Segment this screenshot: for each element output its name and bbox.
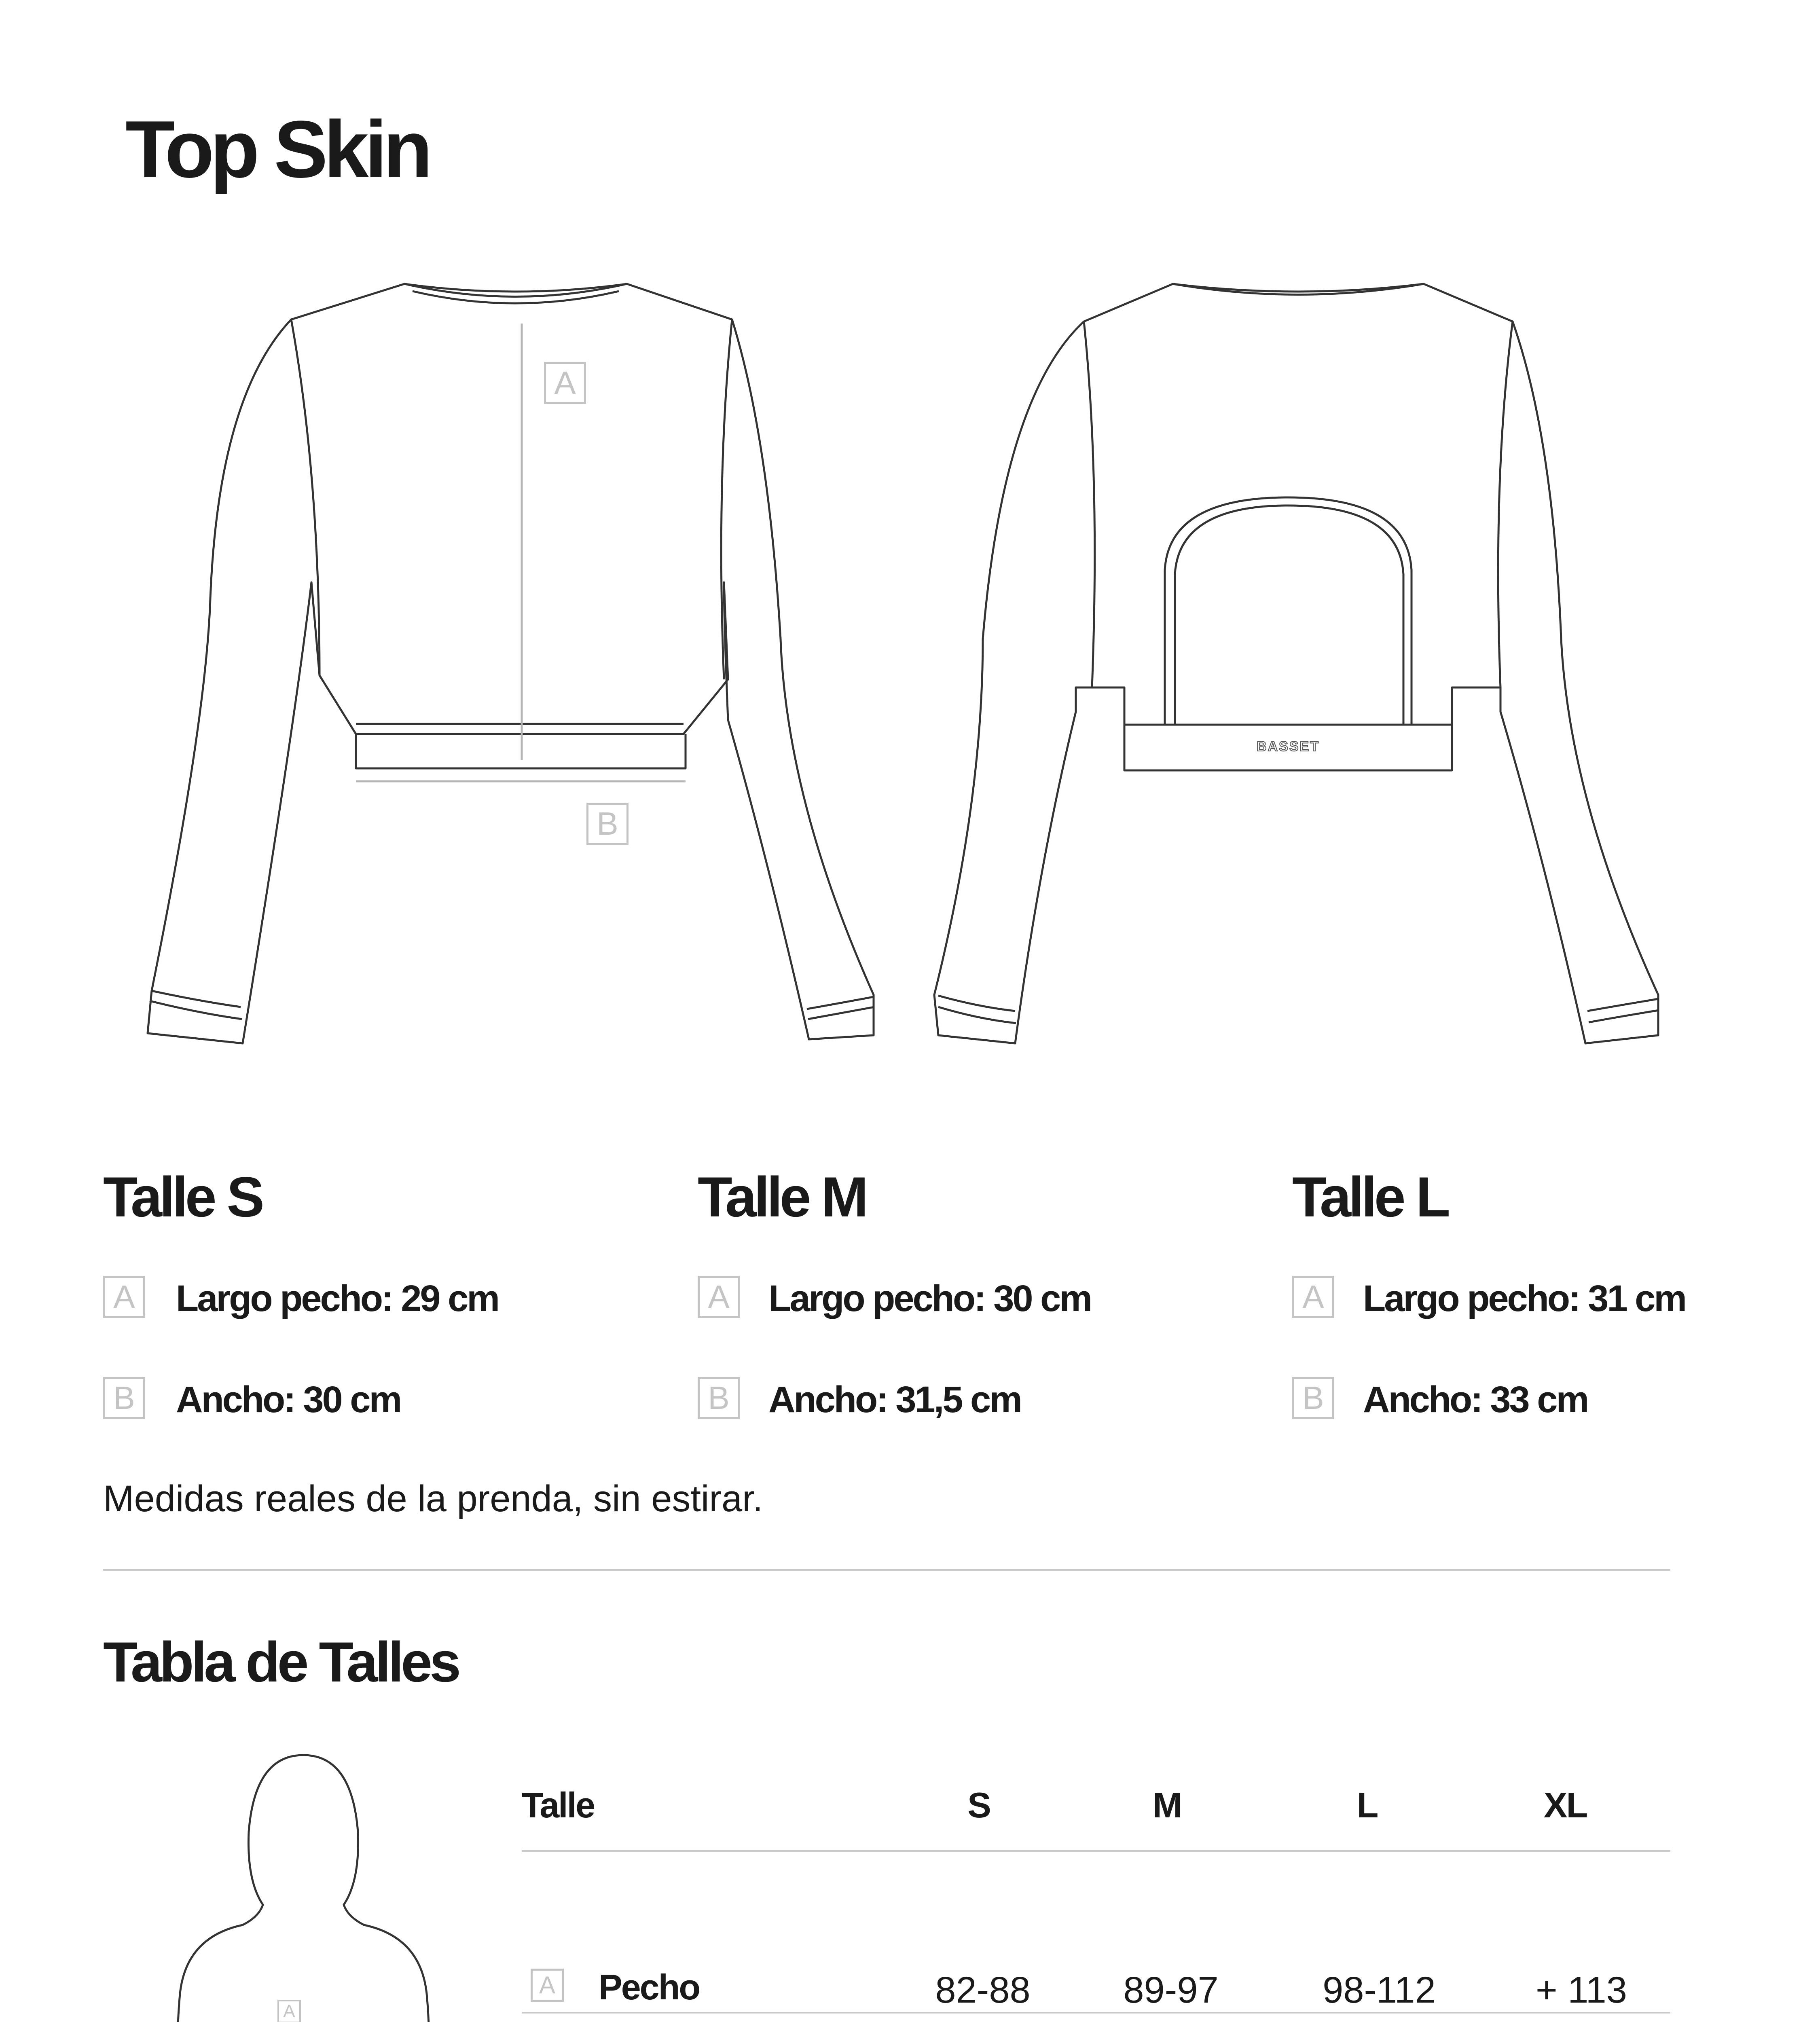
measure-a-marker: A: [544, 362, 586, 404]
table-title: Tabla de Talles: [103, 1630, 458, 1694]
header-xl: XL: [1543, 1785, 1587, 1825]
chest-length-value: Largo pecho: 29 cm: [176, 1278, 499, 1319]
section-divider: [103, 1569, 1670, 1571]
table-cell: 98-112: [1323, 1969, 1436, 2011]
width-value: Ancho: 30 cm: [176, 1379, 401, 1420]
measure-b-marker: B: [103, 1377, 145, 1419]
table-cell: 82-88: [935, 1969, 1031, 2011]
page-title: Top Skin: [125, 104, 429, 195]
chest-length-value: Largo pecho: 31 cm: [1363, 1278, 1686, 1319]
body-chest-marker: A: [277, 2000, 301, 2022]
measure-a-marker: A: [103, 1276, 145, 1318]
garment-back-illustration: [922, 275, 1682, 1055]
header-s: S: [967, 1785, 990, 1825]
width-value: Ancho: 31,5 cm: [768, 1379, 1021, 1420]
table-cell: + 113: [1536, 1969, 1627, 2011]
garment-note: Medidas reales de la prenda, sin estirar.: [103, 1478, 763, 1519]
width-value: Ancho: 33 cm: [1363, 1379, 1588, 1420]
size-heading: Talle M: [698, 1165, 866, 1229]
table-header-divider: [522, 1850, 1670, 1852]
garment-front-illustration: [138, 275, 886, 1055]
size-heading: Talle L: [1292, 1165, 1448, 1229]
measure-b-marker: B: [1292, 1377, 1334, 1419]
header-l: L: [1357, 1785, 1378, 1825]
row-label: Pecho: [599, 1967, 700, 2007]
row-divider: [522, 2012, 1670, 2014]
measure-a-marker: A: [698, 1276, 740, 1318]
chest-length-value: Largo pecho: 30 cm: [768, 1278, 1091, 1319]
header-size: Talle: [522, 1785, 595, 1825]
row-key-marker: A: [531, 1969, 564, 2002]
header-m: M: [1152, 1785, 1181, 1825]
body-silhouette-illustration: [162, 1751, 445, 2022]
measure-a-marker: A: [1292, 1276, 1334, 1318]
size-heading: Talle S: [103, 1165, 262, 1229]
measure-b-marker: B: [698, 1377, 740, 1419]
back-band-logo: BASSET: [1257, 739, 1320, 754]
measure-b-marker: B: [586, 803, 629, 845]
table-cell: 89-97: [1123, 1969, 1219, 2011]
